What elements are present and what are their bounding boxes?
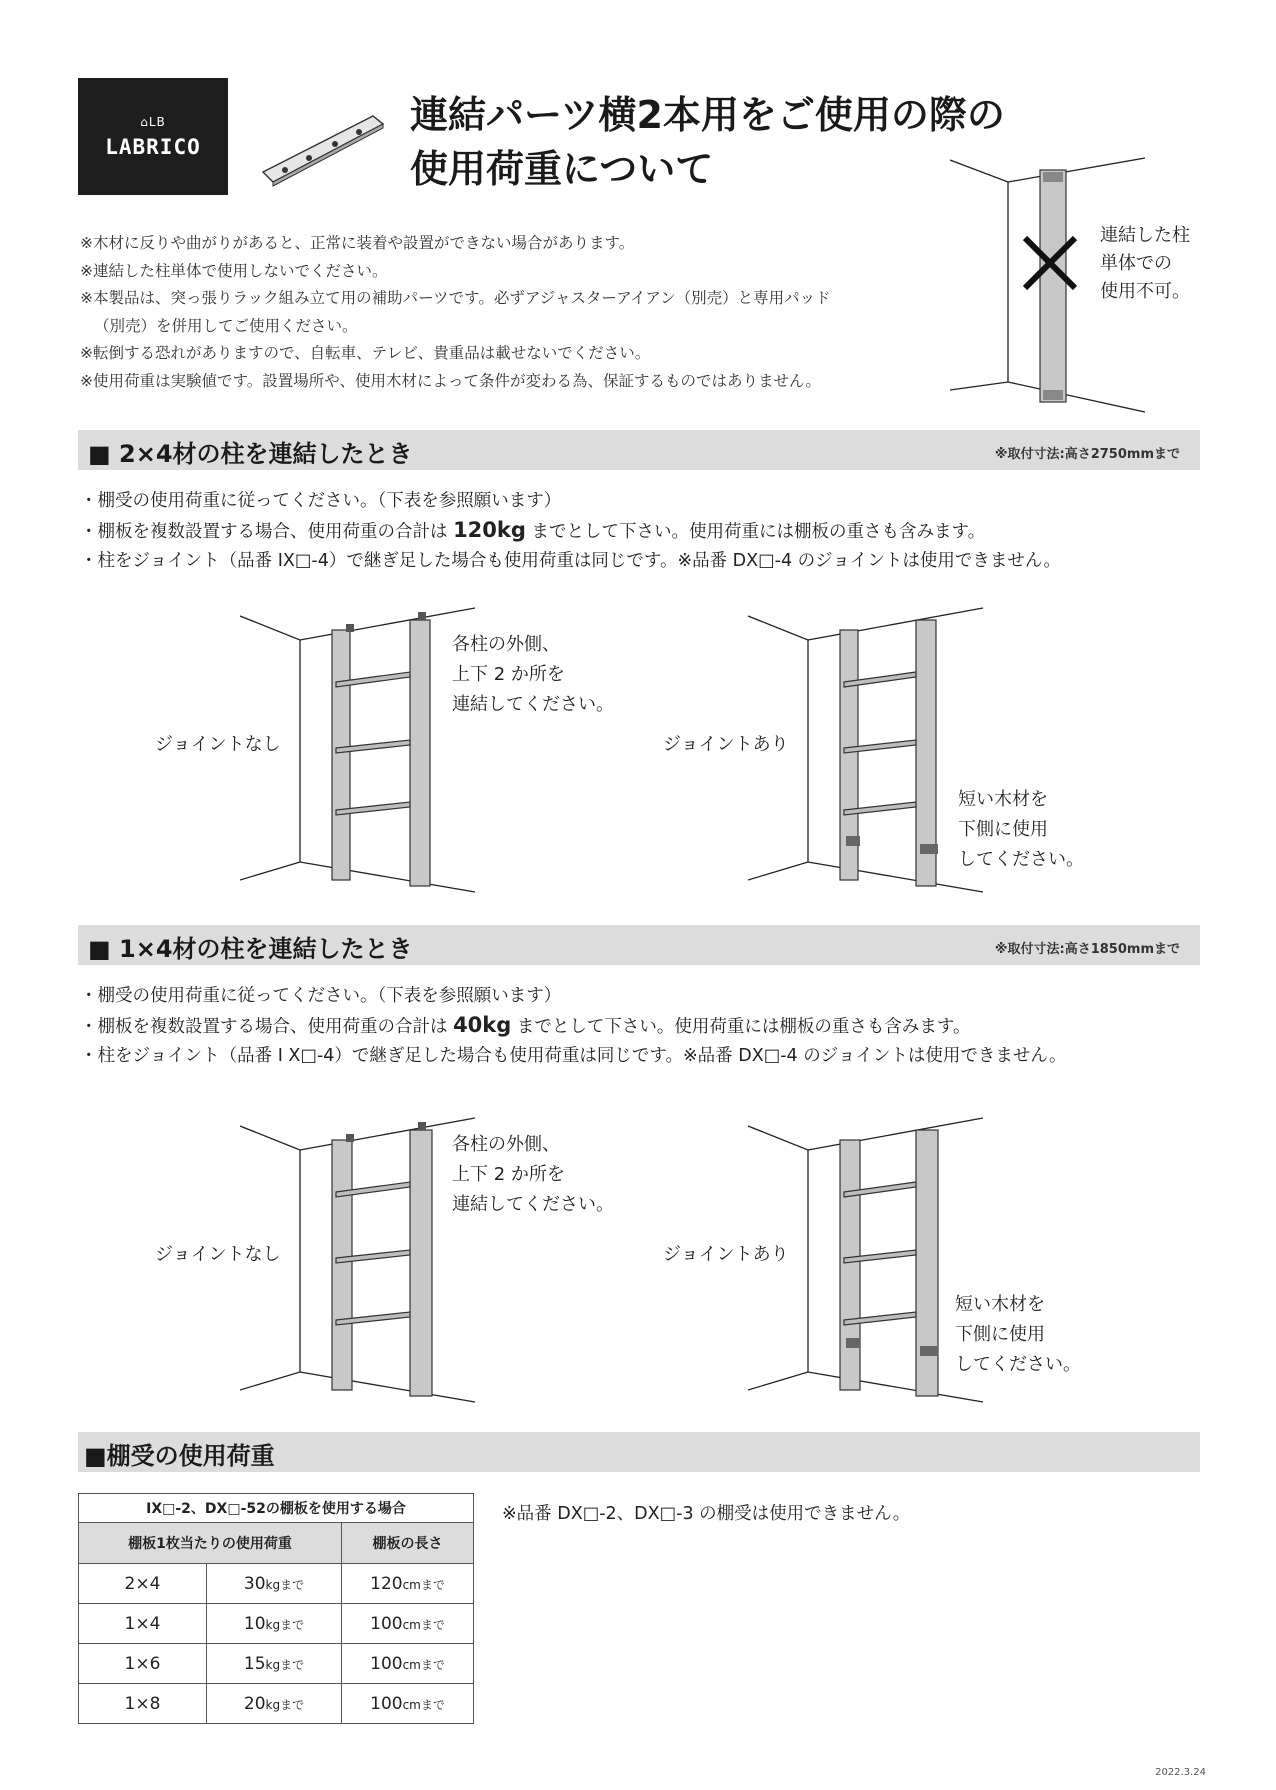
section-heading: ■棚受の使用荷重	[84, 1442, 275, 1470]
callout-short-wood: 短い木材を 下側に使用 してください。	[955, 1294, 1081, 1375]
table-caption: IX□-2、DX□-52の棚板を使用する場合	[79, 1494, 474, 1523]
note-item: ※本製品は、突っ張りラック組み立て用の補助パーツです。必ずアジャスターアイアン（別売）と専用パッド	[80, 289, 831, 307]
section-2x4-bullets: ・棚受の使用荷重に従ってください。（下表を参照願います） ・棚板を複数設置する場合、使用荷重の合計は 120kg までとして下さい。使用荷重には棚板の重さも含みます。 ・柱をジョイント（品番 IX□-4）で継ぎ足した場合も使用荷重は同じです。※品番 DX□-4 のジョイントは使用できません。	[80, 491, 1061, 571]
note-item: ※木材に反りや曲がりがあると、正常に装着や設置ができない場合があります。	[80, 234, 635, 252]
section-2x4-header	[78, 430, 1200, 470]
callout-short-wood: 短い木材を 下側に使用 してください。	[958, 789, 1084, 870]
load-note: ※品番 DX□-2、DX□-3 の棚受は使用できません。	[502, 1504, 911, 1524]
table-header-length: 棚板の長さ	[342, 1523, 474, 1564]
note-item: （別売）を併用してご使用ください。	[94, 316, 358, 335]
section-heading: ■ 1×4材の柱を連結したとき	[88, 935, 413, 963]
notes-list	[80, 230, 831, 395]
callout-connect: 各柱の外側、 上下 2 か所を 連結してください。	[452, 1134, 614, 1215]
table-row: 1×6 15kgまで 100cmまで	[79, 1644, 474, 1684]
brand-name: LABRICO	[105, 134, 201, 159]
max-load-value: 40kg	[453, 1013, 512, 1037]
table-row: 1×8 20kgまで 100cmまで	[79, 1684, 474, 1724]
table-row: 1×4 10kgまで 100cmまで	[79, 1604, 474, 1644]
document-date: 2022.3.24	[1155, 1767, 1206, 1778]
label-no-joint: ジョイントなし	[155, 734, 281, 755]
table-row: 2×4 30kgまで 120cmまで	[79, 1564, 474, 1604]
section-note: ※取付寸法:高さ1850mmまで	[994, 942, 1180, 957]
note-item: ※使用荷重は実験値です。設置場所や、使用木材によって条件が変わる為、保証するものではありません。	[80, 371, 821, 390]
load-table	[78, 1493, 474, 1724]
brand-logo	[78, 78, 228, 195]
home-icon: ⌂LB	[140, 114, 166, 129]
page-title: 連結パーツ横2本用をご使用の際の 使用荷重について	[410, 93, 1005, 191]
section-heading: ■ 2×4材の柱を連結したとき	[88, 440, 413, 468]
load-section-header	[78, 1432, 1200, 1472]
callout-connect: 各柱の外側、 上下 2 か所を 連結してください。	[452, 634, 614, 715]
max-load-value: 120kg	[453, 518, 526, 542]
note-item: ※転倒する恐れがありますので、自転車、テレビ、貴重品は載せないでください。	[80, 344, 651, 362]
section-note: ※取付寸法:高さ2750mmまで	[994, 447, 1180, 462]
warning-text: 連結した柱 単体での 使用不可。	[1100, 225, 1190, 302]
label-joint: ジョイントあり	[663, 734, 789, 755]
section-1x4-bullets: ・棚受の使用荷重に従ってください。（下表を参照願います） ・棚板を複数設置する場合、使用荷重の合計は 40kg までとして下さい。使用荷重には棚板の重さも含みます。 ・柱をジョイント（品番 I X□-4）で継ぎ足した場合も使用荷重は同じです。※品番 DX□-4 のジョイントは使用できません。	[80, 986, 1067, 1066]
section-1x4-header	[78, 925, 1200, 965]
note-item: ※連結した柱単体で使用しないでください。	[80, 261, 388, 280]
table-header-load: 棚板1枚当たりの使用荷重	[79, 1523, 342, 1564]
label-joint: ジョイントあり	[663, 1244, 789, 1265]
label-no-joint: ジョイントなし	[155, 1244, 281, 1265]
connector-plate-illustration	[255, 110, 395, 190]
